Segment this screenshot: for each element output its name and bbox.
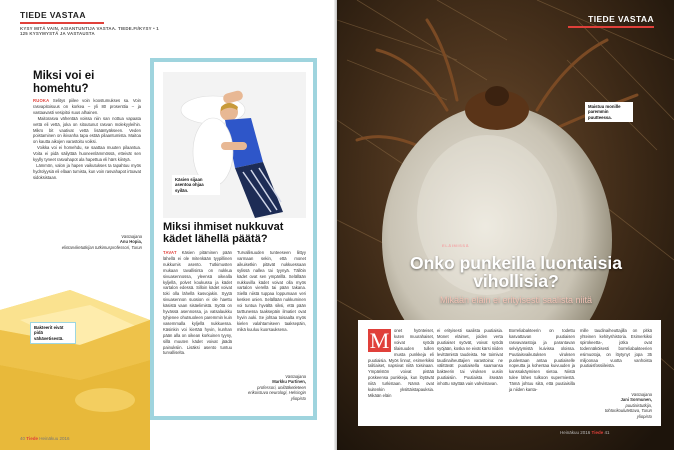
section-tag: TIEDE VASTAA	[588, 14, 654, 24]
page-spine	[334, 0, 340, 450]
paragraph: Lämmön, valon ja hapen vaikutukses ta tapahtuu myös hydrolyysiä eli ellaan tumista, kun voin rasvahapot irtoavat sidoksistaan.	[33, 162, 141, 180]
photo-caption: Maistuu monille paremmin puutteessa.	[585, 102, 633, 122]
question-title-butter: Miksi voi ei homehtu?	[33, 70, 95, 95]
kicker: TAVAT	[163, 250, 177, 255]
text-column: mille taudinaiheuttajilla on pitkä yhteinen kehityshistoria. Esimerkiksi spirokeetta-, jotka ovat todennäköisesti borreliabakteerien esimuotoja, on löytynyt jopa 35 miljoonaa vuotta vanhoista puutiaisfossiileista.	[580, 328, 652, 369]
text-column: Borreliabakteerin on todettu kasvattavan puutiaisen rasvavarastoja ja parantavan selviytymistä kuivissa oloissa. Puutiaisvaikutuksen viruksen puolestaan antaa puutiaiselle nopeutta ja kohentaa kuivuuden ja kanssakäymisen sietoa. Niistä tulee lähes tulkoon supermiestä. Tämä johtuu siitä, että puutiaisilla ja niiden kanta-	[509, 328, 575, 393]
section-subtitle: KYSY MITÄ VAIN, ASIANTUNTIJA VASTAA. TIEDE.FI/KYSY • 1 125 KYSYMYSTÄ JA VASTAUSTA	[20, 26, 159, 37]
section-rule	[568, 26, 654, 28]
answerer-credit: Vastaajana Markku Partinen, professori, unilääketieteen erikoistuva neurologi, Helsingin yliopisto	[248, 374, 306, 401]
photo-caption: Käsien sijaan asentoa ohjaa syilän.	[172, 175, 220, 195]
answerer-credit: Vastaajana Anu Hopia, elintarviketutkijan tutkimusprofessori, Turun	[61, 234, 142, 250]
drop-cap: M	[369, 328, 390, 353]
section-tag: TIEDE VASTAA	[20, 10, 86, 20]
page-folio: 40 Tiede Heinäkuu 2016	[20, 436, 70, 441]
kicker: RUOKA	[33, 98, 50, 103]
feature-kicker: ELÄIMISSÄ	[442, 243, 470, 248]
answerer-credit: Vastaajana Jani Sormunen, puutiaistutkija, tohtorikoulutettava, Turun yliopisto	[604, 392, 652, 419]
photo-caption: Bakteerit eivät pidä vähävetisestä.	[30, 322, 76, 344]
question-title-sleep: Miksi ihmiset nukkuvat kädet lähellä päätä?	[163, 221, 284, 245]
feature-title: Onko punkeilla luontaisia vihollisia?	[410, 253, 622, 291]
butter-photo	[0, 250, 150, 450]
section-rule	[20, 22, 104, 24]
text-column: TAVAT Käsien pitäminen pään lähellä ei ole mitenkään tyypillinen nukkumis asento. Tutkimusten mukaan tavallisinta on nukkua sivuasennossa, yleensä oikealla kyljellä, polvet koukussa ja kädet vartalon edessä. Silloin kädet voivat toki olla lähellä kasvojakin. Syytä sivuasennon suosion ei ole haettu käsistä vaan sisäelimistä. Syötä on hyvässä asennossa, ja vatsalaukku tyhjenee ohutsuoleen paremmin kuin vasemmalla kyljellä nukkuessa. Käsinkin voi kiertää hyvin, kunhan pään alla on oikean korkuinen tyyny, sillä muuten kädet voivat jäädä painuksiin. Lisäksi asento tuntuu turvalliselta.	[163, 250, 232, 356]
text-column: Turvallisuuden tunteeseen liittyy varmaan sekin, että monet aikuisetkin pitävät nukkuessaan sylissä nallea tai tyynyä. Tällöin kädet ovat sen ympärillä. Selällään nukkuvilla kädet voivat olla myös vartalon vierellä tai pään takana. Siellä niistä tuppaa loppumaan veri kesken unien. Selällään nukkuminen voi tuntua hyvältä siksi, että pään tarttunessa taaksepäin ilmatiet ovat hyvin auki. Se johtaa toisaalta myös kielen valahtamiseen taaksepäin, mikä kuuluu kuorsauksena.	[237, 250, 306, 332]
page-folio: Heinäkuu 2016 Tiede 41	[560, 430, 610, 435]
question-body-butter	[33, 98, 141, 181]
text-column: M onet hyönteiset, kuten muurahaiset, voivat syödä tilaisuuden tullen musta punkkeja eli puutiaisia. Myös linnut, esimerkiksi talitiaiset, napsivat niitä toisinaan. Ympäristön voivat pistää poskeensa punkkeja, kun löytävät niitä turkistaan. Nämä ovat kuitenkin yksittäistapauksia. Mikään eläin	[368, 328, 434, 398]
paragraph: RUOKA Selitys piilee voin koostumukses sa. Voin rasvapitoisuus on korkea – yli 80 prosenttia – ja vastaavasti vesipitoi suus alhainen.	[33, 98, 141, 115]
sleeping-man-photo	[163, 72, 306, 218]
feature-lede: Mikään eläin ei erityisesti saalista niitä	[439, 295, 593, 305]
paragraph: Voikka voi ei homehdu, se saattaa muuten pilaantua. Voita ei pidä säilyttää huoneenlämmössä, etteivät sen kyylly tyneet rasvahapot ala hapettua eli härs kiintyä.	[33, 145, 141, 163]
text-column: ei erityisesti saalista puutiaisia. Monet eläimet, joiden verta puutiaiset syövät, voivat syödä syöjään, koska ne eivät kärsi niiden levittämistä taudeista. Ne toimivat taudinaiheuttajien varastoina: ne välittävät puutiaisella saamansa bakteerin tai viruksen uusiin puutiaisiin. Puutiaista itseään inhottu näyttää vain vahvistavan.	[437, 328, 503, 387]
paragraph: Maitorasva vähentää voissa niin san nottua vapaata vettä eli vettä, joka on sitoutunut rasvan molekyyleihin. Mikro bit vaativat vettä lisääntyäkseen. Veden poistaminen on ikivanha tapa estää pilaantumista. Maitoa on kautta aikojen varastoitu voiksi.	[33, 115, 142, 145]
